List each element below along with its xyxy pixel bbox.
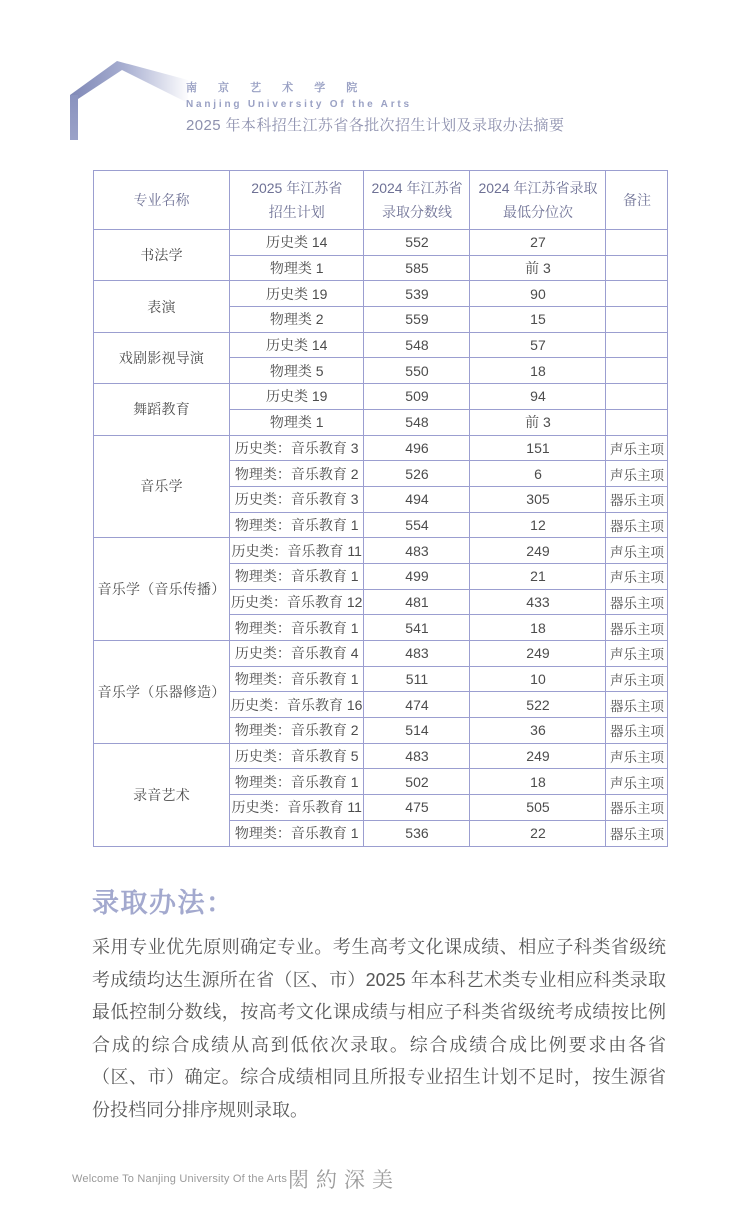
score-cell: 509 <box>364 384 470 410</box>
major-name-cell: 音乐学（音乐传播） <box>94 538 230 641</box>
score-cell: 481 <box>364 589 470 615</box>
footer-welcome-text: Welcome To Nanjing University Of the Arts <box>72 1173 288 1185</box>
brand-name-en: Nanjing University Of the Arts <box>186 99 412 110</box>
plan-cell: 物理类 5 <box>230 358 364 384</box>
rank-cell: 505 <box>470 795 606 821</box>
plan-cell: 历史类：音乐教育 3 <box>230 435 364 461</box>
university-logo-icon <box>66 55 191 148</box>
admissions-table <box>93 170 668 847</box>
note-cell: 器乐主项 <box>606 820 668 846</box>
column-header: 备注 <box>606 171 668 230</box>
plan-cell: 物理类：音乐教育 1 <box>230 615 364 641</box>
page-title: 2025 年本科招生江苏省各批次招生计划及录取办法摘要 <box>186 117 565 134</box>
brand-name-cn: 南 京 艺 术 学 院 <box>186 82 367 94</box>
note-cell: 器乐主项 <box>606 486 668 512</box>
plan-cell: 物理类 2 <box>230 307 364 333</box>
column-header: 2024 年江苏省 录取分数线 <box>364 171 470 230</box>
rank-cell: 36 <box>470 718 606 744</box>
rank-cell: 151 <box>470 435 606 461</box>
major-name-cell: 书法学 <box>94 230 230 281</box>
plan-cell: 物理类：音乐教育 2 <box>230 718 364 744</box>
admission-method-paragraph: 采用专业优先原则确定专业。考生高考文化课成绩、相应子科类省级统考成绩均达生源所在省（区、市）2025 年本科艺术类专业相应科类录取最低控制分数线，按高考文化课成绩与相应子科类省级统考成绩按比例合成的综合成绩从高到低依次录取。综合成绩合成比例要求由各省（区、市）确定。综合成绩相同且所报专业招生计划不足时，按生源省份投档同分排序规则录取。 <box>92 937 666 1120</box>
note-cell: 声乐主项 <box>606 563 668 589</box>
major-name-cell: 音乐学 <box>94 435 230 538</box>
plan-cell: 历史类：音乐教育 5 <box>230 743 364 769</box>
table-row <box>94 384 668 410</box>
major-name-cell: 戏剧影视导演 <box>94 332 230 383</box>
score-cell: 536 <box>364 820 470 846</box>
note-cell: 声乐主项 <box>606 769 668 795</box>
rank-cell: 18 <box>470 615 606 641</box>
note-cell <box>606 307 668 333</box>
rank-cell: 15 <box>470 307 606 333</box>
rank-cell: 249 <box>470 538 606 564</box>
rank-cell: 前 3 <box>470 409 606 435</box>
table-row <box>94 538 668 564</box>
note-cell: 器乐主项 <box>606 512 668 538</box>
note-cell: 声乐主项 <box>606 641 668 667</box>
rank-cell: 249 <box>470 743 606 769</box>
plan-cell: 物理类：音乐教育 1 <box>230 563 364 589</box>
plan-cell: 物理类：音乐教育 1 <box>230 769 364 795</box>
score-cell: 474 <box>364 692 470 718</box>
score-cell: 483 <box>364 538 470 564</box>
score-cell: 539 <box>364 281 470 307</box>
score-cell: 559 <box>364 307 470 333</box>
score-cell: 494 <box>364 486 470 512</box>
score-cell: 496 <box>364 435 470 461</box>
score-cell: 554 <box>364 512 470 538</box>
note-cell: 器乐主项 <box>606 589 668 615</box>
score-cell: 552 <box>364 230 470 256</box>
plan-cell: 历史类 14 <box>230 332 364 358</box>
rank-cell: 22 <box>470 820 606 846</box>
note-cell: 器乐主项 <box>606 795 668 821</box>
note-cell <box>606 358 668 384</box>
score-cell: 550 <box>364 358 470 384</box>
score-cell: 585 <box>364 255 470 281</box>
plan-cell: 历史类 14 <box>230 230 364 256</box>
score-cell: 548 <box>364 409 470 435</box>
score-cell: 541 <box>364 615 470 641</box>
score-cell: 475 <box>364 795 470 821</box>
major-name-cell: 舞蹈教育 <box>94 384 230 435</box>
admission-method-heading: 录取办法： <box>92 888 235 918</box>
plan-cell: 物理类：音乐教育 2 <box>230 461 364 487</box>
score-cell: 483 <box>364 743 470 769</box>
plan-cell: 历史类 19 <box>230 384 364 410</box>
table-header-row <box>94 171 668 230</box>
note-cell: 声乐主项 <box>606 461 668 487</box>
table-row <box>94 641 668 667</box>
rank-cell: 前 3 <box>470 255 606 281</box>
major-name-cell: 录音艺术 <box>94 743 230 846</box>
plan-cell: 历史类：音乐教育 12 <box>230 589 364 615</box>
note-cell: 声乐主项 <box>606 666 668 692</box>
table-row <box>94 435 668 461</box>
note-cell <box>606 281 668 307</box>
note-cell <box>606 409 668 435</box>
rank-cell: 433 <box>470 589 606 615</box>
table-row <box>94 281 668 307</box>
rank-cell: 21 <box>470 563 606 589</box>
rank-cell: 12 <box>470 512 606 538</box>
table-row <box>94 743 668 769</box>
score-cell: 526 <box>364 461 470 487</box>
note-cell: 器乐主项 <box>606 692 668 718</box>
footer-motto-calligraphy: 閎約深美 <box>288 1168 400 1192</box>
plan-cell: 物理类：音乐教育 1 <box>230 512 364 538</box>
rank-cell: 18 <box>470 358 606 384</box>
brand-block <box>186 79 412 110</box>
note-cell: 声乐主项 <box>606 743 668 769</box>
admissions-table-wrap <box>93 170 668 847</box>
column-header: 专业名称 <box>94 171 230 230</box>
rank-cell: 305 <box>470 486 606 512</box>
column-header: 2025 年江苏省 招生计划 <box>230 171 364 230</box>
rank-cell: 6 <box>470 461 606 487</box>
plan-cell: 历史类：音乐教育 3 <box>230 486 364 512</box>
plan-cell: 物理类：音乐教育 1 <box>230 820 364 846</box>
major-name-cell: 表演 <box>94 281 230 332</box>
score-cell: 548 <box>364 332 470 358</box>
rank-cell: 10 <box>470 666 606 692</box>
plan-cell: 历史类：音乐教育 11 <box>230 538 364 564</box>
plan-cell: 物理类 1 <box>230 255 364 281</box>
note-cell <box>606 332 668 358</box>
score-cell: 483 <box>364 641 470 667</box>
rank-cell: 90 <box>470 281 606 307</box>
plan-cell: 历史类：音乐教育 11 <box>230 795 364 821</box>
note-cell: 器乐主项 <box>606 615 668 641</box>
note-cell <box>606 230 668 256</box>
score-cell: 502 <box>364 769 470 795</box>
rank-cell: 18 <box>470 769 606 795</box>
plan-cell: 历史类：音乐教育 4 <box>230 641 364 667</box>
note-cell: 器乐主项 <box>606 718 668 744</box>
score-cell: 511 <box>364 666 470 692</box>
plan-cell: 历史类 19 <box>230 281 364 307</box>
note-cell <box>606 384 668 410</box>
note-cell <box>606 255 668 281</box>
score-cell: 514 <box>364 718 470 744</box>
note-cell: 声乐主项 <box>606 435 668 461</box>
rank-cell: 27 <box>470 230 606 256</box>
note-cell: 声乐主项 <box>606 538 668 564</box>
column-header: 2024 年江苏省录取 最低分位次 <box>470 171 606 230</box>
score-cell: 499 <box>364 563 470 589</box>
plan-cell: 历史类：音乐教育 16 <box>230 692 364 718</box>
table-row <box>94 332 668 358</box>
rank-cell: 249 <box>470 641 606 667</box>
rank-cell: 94 <box>470 384 606 410</box>
plan-cell: 物理类 1 <box>230 409 364 435</box>
plan-cell: 物理类：音乐教育 1 <box>230 666 364 692</box>
major-name-cell: 音乐学（乐器修造） <box>94 641 230 744</box>
rank-cell: 522 <box>470 692 606 718</box>
table-row <box>94 230 668 256</box>
rank-cell: 57 <box>470 332 606 358</box>
